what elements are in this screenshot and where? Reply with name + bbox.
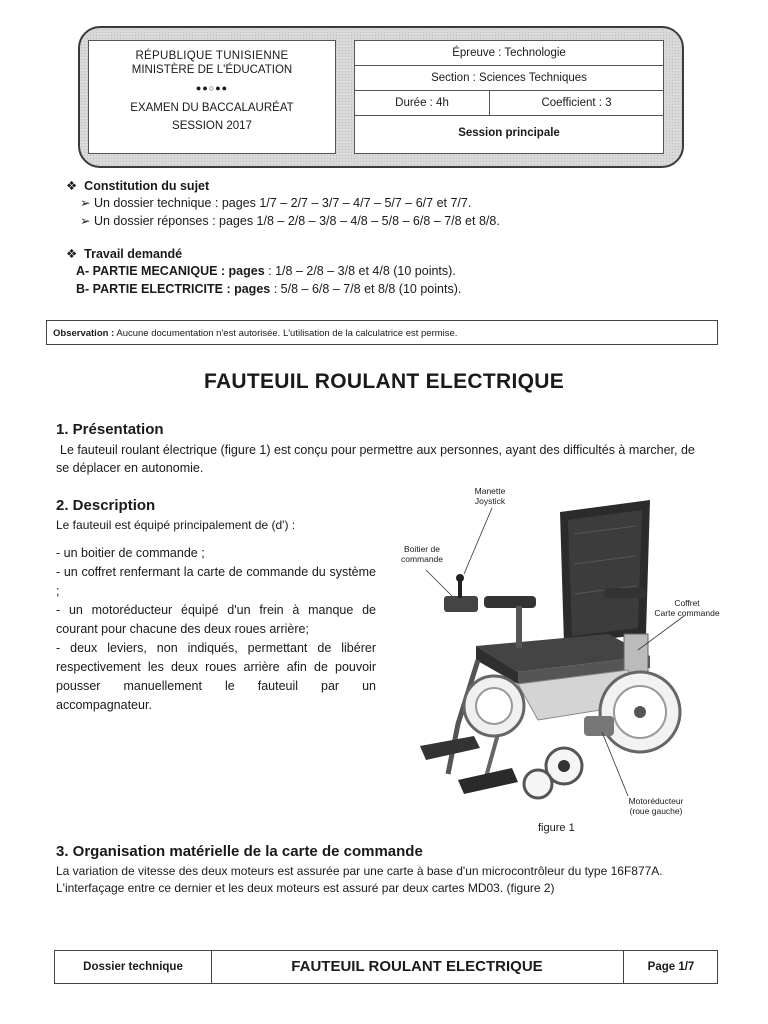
constitution-item-reponses: ➢ Un dossier réponses : pages 1/8 – 2/8 – 3/8 – 4/8 – 5/8 – 6/8 – 7/8 et 8/8. [80,214,500,228]
arrow-bullet-icon: ➢ [80,214,91,228]
label-boitier: Boitier de commande [400,544,444,564]
section-2-intro: Le fauteuil est équipé principalement de (d') : [56,518,296,532]
epreuve-row: Épreuve : Technologie [355,41,663,66]
observation-label: Observation : [53,328,115,339]
section-2-list [56,544,378,715]
partie-mecanique: A- PARTIE MECANIQUE : pages : 1/8 – 2/8 – 3/8 et 4/8 (10 points). [76,264,456,278]
section-row: Section : Sciences Techniques [355,66,663,91]
list-item-boitier: - un boitier de commande ; [56,546,205,560]
duration-coefficient-row [355,91,663,116]
coefficient-cell: Coefficient : 3 [541,97,612,109]
ornament-dots: ●●○●● [195,83,229,93]
ministry-line: MINISTÈRE DE L'ÉDUCATION [131,64,293,76]
observation-text: Aucune documentation n'est autorisée. L'utilisation de la calculatrice est permise. [114,328,458,339]
diamond-bullet-icon: ❖ [66,179,78,193]
duration-cell: Durée : 4h [355,91,490,115]
footer-title: FAUTEUIL ROULANT ELECTRIQUE [291,958,543,975]
label-motoreducteur: Motoréducteur (roue gauche) [628,796,684,816]
travail-heading [66,246,182,263]
section-1-title: 1. Présentation [56,421,164,438]
section-3-title: 3. Organisation matérielle de la carte de commande [56,843,423,860]
list-item-leviers: - deux leviers, non indiqués, permettant de libérer respectivement les deux roues arrière afin de pouvoir pousser manuellement le fauteuil par un accompagnateur. [56,641,376,712]
label-coffret: Coffret Carte commande [654,598,720,618]
footer-page-number: Page 1/7 [623,951,718,983]
footer-dossier-label: Dossier technique [55,951,212,983]
label-joystick: Manette Joystick [474,486,506,506]
session-year-line: SESSION 2017 [172,120,252,132]
list-item-coffret: - un coffret renfermant la carte de commande du système ; [56,565,376,598]
exam-header-details [354,40,664,154]
page-title: FAUTEUIL ROULANT ELECTRIQUE [203,370,565,393]
section-2-title: 2. Description [56,497,156,514]
arrow-bullet-icon: ➢ [80,196,91,210]
partie-electricite: B- PARTIE ELECTRICITE : pages : 5/8 – 6/8 – 7/8 et 8/8 (10 points). [76,282,462,296]
exam-name-line: EXAMEN DU BACCALAURÉAT [130,102,294,114]
wheelchair-illustration [388,484,738,844]
exam-header-institution [88,40,336,154]
observation-box [46,320,718,345]
section-3-text: La variation de vitesse des deux moteurs est assurée par une carte à base d'un microcontrôleur du type 16F877A. L'interfaçage entre ce dernier et les deux moteurs est assuré par deux cartes MD03. (figure 2) [56,864,663,895]
diamond-bullet-icon: ❖ [66,247,78,261]
list-item-motoreducteur: - un motoréducteur équipé d'un frein à manque de courant pour chacune des deux roues arrière; [56,603,376,636]
constitution-title: Constitution du sujet [84,179,210,193]
section-1-text: Le fauteuil roulant électrique (figure 1) est conçu pour permettre aux personnes, ayant des difficultés à marcher, de se déplacer en autonomie. [56,443,695,475]
republic-line: RÉPUBLIQUE TUNISIENNE [135,50,289,62]
session-type-row: Session principale [458,127,560,139]
page-footer [54,950,718,984]
figure-1-caption: figure 1 [538,822,575,834]
constitution-heading [66,178,209,195]
travail-title: Travail demandé [84,247,183,261]
constitution-item-technique: ➢ Un dossier technique : pages 1/7 – 2/7 – 3/7 – 4/7 – 5/7 – 6/7 et 7/7. [80,196,472,210]
figure-1-wheelchair [388,484,738,844]
